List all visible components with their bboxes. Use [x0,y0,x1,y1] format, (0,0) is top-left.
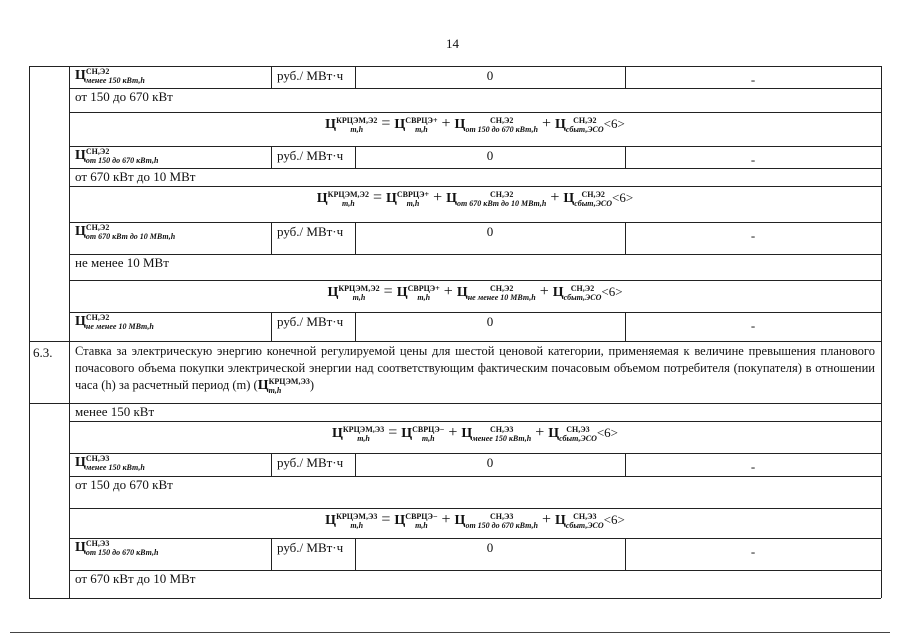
symbol-base: Ц [75,148,86,164]
symbol-base: Ц [456,285,468,301]
symbol-subscript: от 670 кВт до 10 МВт,h [457,199,547,208]
price-symbol [325,513,377,528]
section-text: Ставка за электрическую энергию конечной регулируемой цены для шестой ценовой категории, применяемая к величине превышения планового почасового объема покупки электрической энергии над соответствующим фактическим почасовым объемом потребителя (покупателя) в отношении часа (h) за расчетный период (m) ( [75,344,875,393]
operator: + [437,511,455,529]
symbol-subscript: менее 150 кВт,h [472,434,532,443]
symbol-subscript: от 150 до 670 кВт,h [85,548,159,557]
symbol-base: Ц [396,285,408,301]
symbol-superscript: КРЦЭМ,Э2 [336,116,378,125]
table-row-divider [29,598,881,599]
symbol-subscript: не менее 10 МВт,h [85,322,154,331]
symbol-superscript: СН,Э3 [85,539,110,548]
formula [69,190,881,222]
footnote-ref: <6> [601,284,623,300]
table-row-divider [69,222,881,223]
symbol-superscript: СН,Э2 [85,313,110,322]
price-symbol [325,117,377,132]
rate-symbol [75,540,158,555]
rate-symbol-cell [75,313,154,331]
price-symbol [455,117,538,132]
operator: + [538,511,556,529]
operator: + [535,283,553,301]
symbol-subscript: от 150 до 670 кВт,h [465,125,538,134]
symbol-superscript: СВРЦЭ+ [407,284,440,293]
symbol-superscript: СН,Э2 [490,116,514,125]
operator: + [437,115,455,133]
section-description [75,343,875,395]
symbol-base: Ц [563,191,575,207]
footnote-ref: <6> [612,190,634,206]
tariff-table [29,66,881,598]
symbol-superscript: КРЦЭМ,Э2 [338,284,380,293]
unit-cell: руб./ МВт·ч [277,540,344,555]
table-row-divider [69,186,881,187]
price-symbol [455,513,538,528]
symbol-superscript: СН,Э2 [85,147,110,156]
section-symbol [258,378,310,393]
price-symbol [548,426,597,441]
table-row-divider [69,312,881,313]
symbol-superscript: КРЦЭМ,Э3 [268,377,310,386]
value-cell: 0 [486,314,494,329]
price-symbol [446,191,546,206]
range-label: не менее 10 МВт [75,255,169,270]
operator: + [439,283,457,301]
symbol-base: Ц [75,224,86,240]
symbol-superscript: СВРЦЭ− [412,425,445,434]
rate-symbol-cell [75,223,175,241]
symbol-superscript: СВРЦЭ+ [396,190,430,199]
symbol-superscript: СН,Э2 [489,190,514,199]
symbol-superscript: СН,Э3 [566,425,590,434]
symbol-base: Ц [325,513,337,529]
operator: + [444,424,462,442]
formula [69,116,881,146]
symbol-subscript: m,h [406,199,420,208]
operator: = [377,115,395,133]
dash-cell: - [750,544,756,559]
price-symbol [394,117,437,132]
formula [69,284,881,312]
symbol-base: Ц [75,314,86,330]
symbol-base: Ц [454,117,466,133]
price-symbol [317,191,369,206]
symbol-base: Ц [548,426,560,442]
unit-cell: руб./ МВт·ч [277,68,344,83]
symbol-base: Ц [75,455,86,471]
operator: = [384,424,402,442]
symbol-superscript: КРЦЭМ,Э2 [327,190,369,199]
dash-cell: - [750,228,756,243]
symbol-superscript: СН,Э3 [573,512,597,521]
symbol-base: Ц [446,191,458,207]
operator: = [377,511,395,529]
value-cell: 0 [486,540,494,555]
rate-symbol [75,455,145,470]
symbol-superscript: СН,Э2 [85,223,110,232]
operator: = [379,283,397,301]
table-column-divider [271,538,272,570]
range-label: от 670 кВт до 10 МВт [75,169,196,184]
symbol-base: Ц [394,513,406,529]
table-row-divider [69,146,881,147]
symbol-subscript: сбыт,ЭСО [565,521,604,530]
symbol-base: Ц [331,426,343,442]
symbol-base: Ц [325,117,337,133]
table-column-divider [271,66,272,88]
range-label: от 150 до 670 кВт [75,89,173,104]
range-label: менее 150 кВт [75,404,155,419]
symbol-superscript: КРЦЭМ,Э3 [336,512,378,521]
symbol-superscript: СН,Э3 [490,512,514,521]
table-row-divider [69,538,881,539]
symbol-base: Ц [401,426,413,442]
symbol-subscript: m,h [415,521,428,530]
price-symbol [555,513,604,528]
operator: + [531,424,549,442]
price-symbol [563,191,612,206]
symbol-superscript: СВРЦЭ+ [405,116,438,125]
operator: = [368,189,387,207]
footnote-ref: <6> [603,512,625,528]
value-cell: 0 [486,148,494,163]
symbol-subscript: не менее 10 МВт,h [467,293,536,302]
table-row-divider [69,453,881,454]
price-symbol [394,513,437,528]
section-number: 6.3. [33,345,53,360]
value-cell: 0 [486,455,494,470]
symbol-base: Ц [75,540,86,556]
value-cell: 0 [486,224,494,239]
dash-cell: - [750,318,756,333]
range-label: от 670 кВт до 10 МВт [75,571,196,586]
unit-cell: руб./ МВт·ч [277,455,344,470]
dash-cell: - [750,459,756,474]
table-row-divider [29,341,881,342]
table-row-divider [69,476,881,477]
symbol-base: Ц [555,513,566,529]
price-symbol [401,426,444,441]
unit-cell: руб./ МВт·ч [277,224,344,239]
symbol-superscript: КРЦЭМ,Э3 [342,425,385,434]
dash-cell: - [750,72,756,87]
price-symbol [327,285,379,300]
price-symbol [332,426,384,441]
formula [69,512,881,538]
symbol-subscript: сбыт,ЭСО [559,434,597,443]
rate-symbol-cell [75,147,158,165]
table-column-divider [271,222,272,254]
symbol-subscript: сбыт,ЭСО [563,293,602,302]
symbol-subscript: m,h [352,293,366,302]
operator: + [546,189,564,207]
table-column-divider [271,312,272,341]
symbol-base: Ц [327,285,339,301]
symbol-base: Ц [257,378,269,394]
footnote-ref: <6> [596,425,619,441]
symbol-subscript: сбыт,ЭСО [565,125,604,134]
price-symbol [461,426,531,441]
symbol-superscript: СН,Э2 [570,284,595,293]
table-row-divider [69,112,881,113]
symbol-subscript: m,h [421,434,435,443]
symbol-subscript: m,h [415,125,428,134]
symbol-base: Ц [75,68,86,84]
table-row-divider [69,508,881,509]
symbol-subscript: менее 150 кВт,h [85,76,145,85]
table-row-divider [69,88,881,89]
symbol-subscript: m,h [357,434,370,443]
symbol-subscript: от 150 до 670 кВт,h [465,521,538,530]
page-number: 14 [446,36,459,51]
symbol-base: Ц [454,513,466,529]
price-symbol [553,285,602,300]
price-symbol [386,191,429,206]
unit-cell: руб./ МВт·ч [277,148,344,163]
symbol-base: Ц [316,191,328,207]
symbol-subscript: от 670 кВт до 10 МВт,h [85,232,176,241]
dash-cell: - [750,152,756,167]
rate-symbol [75,148,158,163]
symbol-base: Ц [552,285,564,301]
rate-symbol [75,314,154,329]
symbol-subscript: m,h [417,293,431,302]
operator: + [429,189,447,207]
table-column-divider [271,453,272,476]
price-symbol [397,285,440,300]
symbol-superscript: СВРЦЭ− [405,512,438,521]
table-column-divider [881,66,882,598]
symbol-base: Ц [461,426,473,442]
table-row-divider [69,254,881,255]
table-row-divider [69,403,881,404]
symbol-superscript: СН,Э3 [490,425,514,434]
symbol-subscript: менее 150 кВт,h [85,463,145,472]
table-row-divider [69,280,881,281]
symbol-superscript: СН,Э3 [85,454,110,463]
symbol-superscript: СН,Э2 [581,190,605,199]
value-cell: 0 [486,68,494,83]
section-close-paren: ) [309,378,315,393]
operator: + [538,115,556,133]
footnote-ref: <6> [603,116,625,132]
rate-symbol-cell [75,539,158,557]
rate-symbol [75,224,175,239]
rate-symbol-cell [75,67,145,85]
symbol-base: Ц [555,117,566,133]
bottom-rule [10,632,890,633]
symbol-subscript: m,h [268,386,282,395]
rate-symbol-cell [75,454,145,472]
table-column-divider [29,66,30,598]
symbol-subscript: от 150 до 670 кВт,h [85,156,159,165]
symbol-subscript: сбыт,ЭСО [574,199,613,208]
symbol-base: Ц [394,117,406,133]
table-row-divider [69,421,881,422]
range-label: от 150 до 670 кВт [75,477,173,492]
table-row-divider [69,66,881,67]
price-symbol [555,117,604,132]
unit-cell: руб./ МВт·ч [277,314,344,329]
table-column-divider [271,146,272,168]
symbol-subscript: m,h [350,521,364,530]
symbol-superscript: СН,Э2 [573,116,597,125]
symbol-superscript: СН,Э2 [489,284,514,293]
formula [69,425,881,453]
symbol-subscript: m,h [350,125,364,134]
rate-symbol [75,68,145,83]
symbol-base: Ц [386,191,397,207]
price-symbol [457,285,536,300]
symbol-superscript: СН,Э2 [85,67,110,76]
symbol-subscript: m,h [341,199,355,208]
